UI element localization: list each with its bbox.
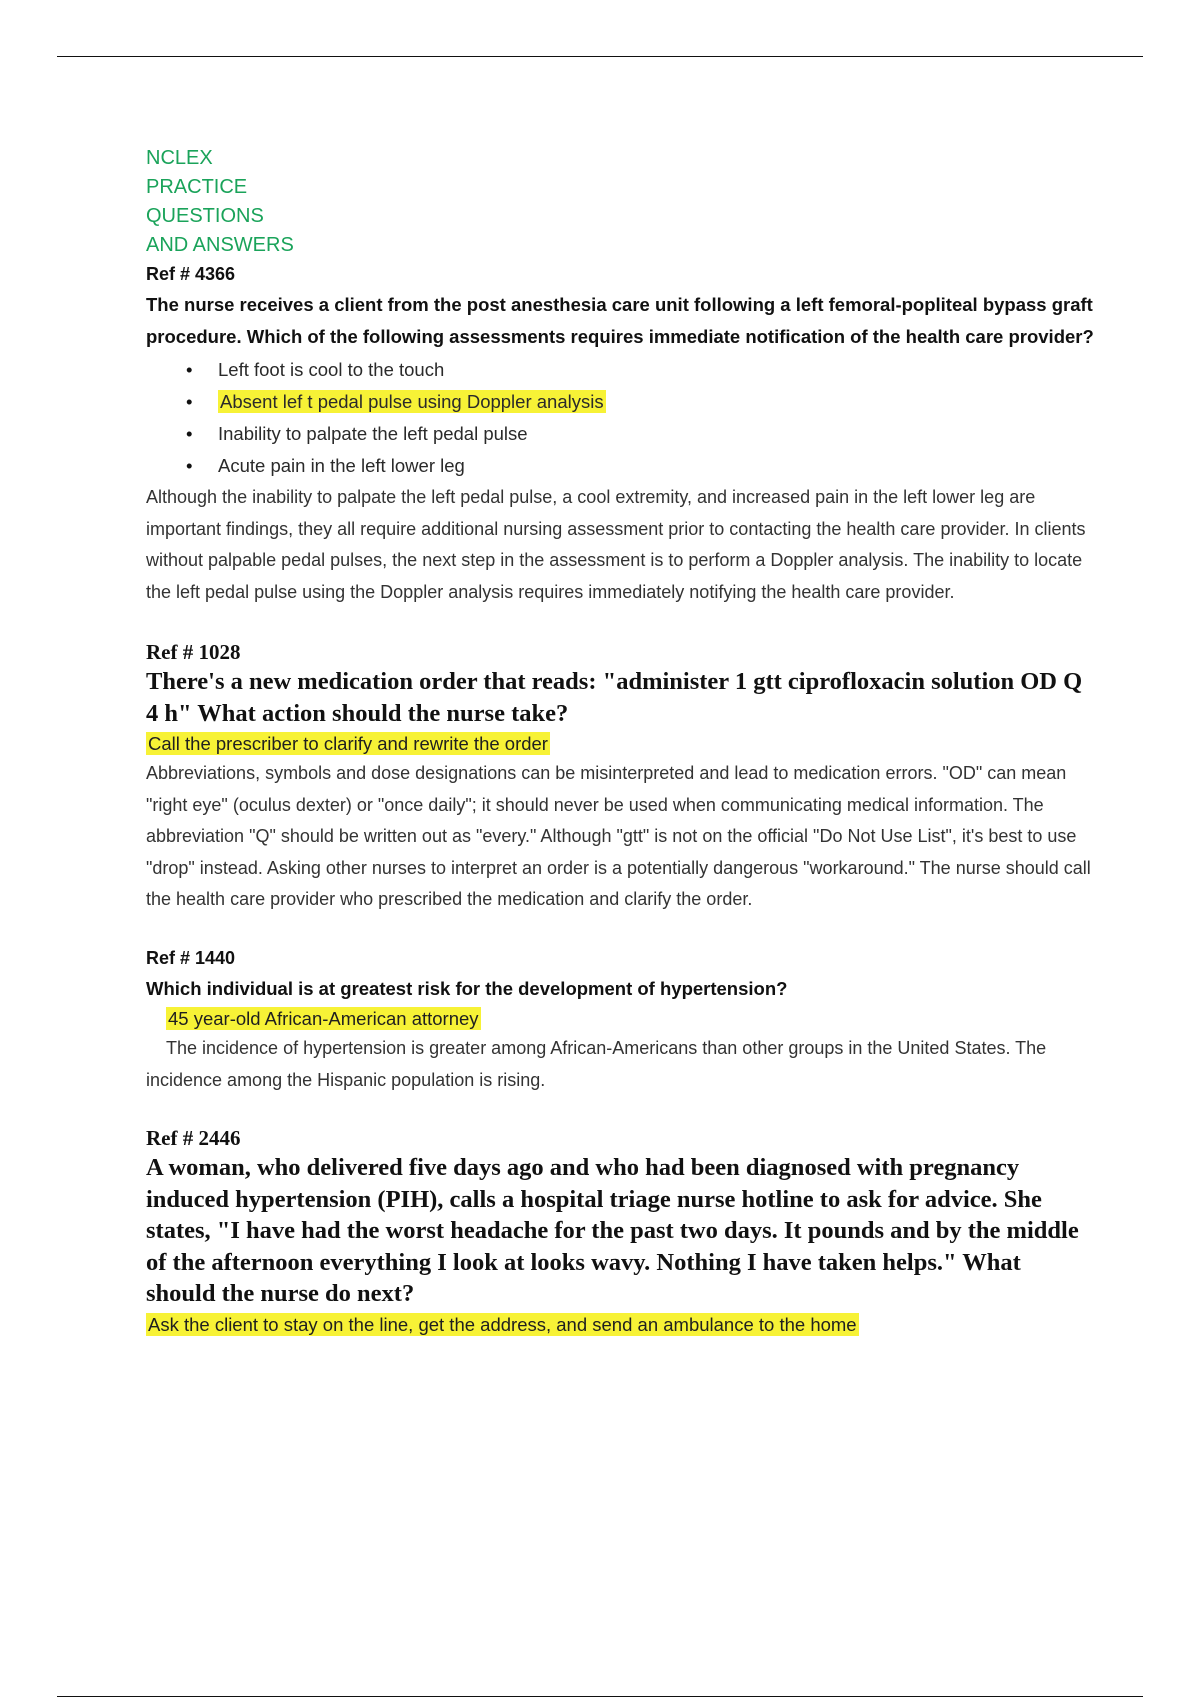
answer-explanation: Although the inability to palpate the left pedal pulse, a cool extremity, and increased pain in the left lower leg are important findings, they all require additional nursing assessment prior to contacting the health care provider. In clients without palpable pedal pulses, the next step in the assessment is to perform a Doppler analysis. The inability to locate the left pedal pulse using the Doppler analysis requires immediately notifying the health care provider.: [146, 487, 1086, 602]
option-text: Inability to palpate the left pedal pulse: [218, 423, 528, 444]
title-line: QUESTIONS: [146, 205, 264, 227]
answer-option: [186, 354, 1096, 386]
title-line: NCLEX: [146, 147, 213, 169]
question-text: A woman, who delivered five days ago and who had been diagnosed with pregnancy induced hypertension (PIH), calls a hospital triage nurse hotline to ask for advice. She states, "I have had the worst headache for the past two days. It pounds and by the middle of the afternoon everything I look at looks wavy. Nothing I have taken helps." What should the nurse do next?: [146, 1154, 1079, 1307]
answer-explanation: The incidence of hypertension is greater among African-Americans than other groups in the United States. The incidence among the Hispanic population is rising.: [146, 1038, 1047, 1090]
answer-option-correct: [186, 386, 1096, 418]
answer-options: [146, 354, 1096, 482]
answer-explanation: Abbreviations, symbols and dose designations can be misinterpreted and lead to medication errors. "OD" can mean "right eye" (oculus dexter) or "once daily"; it should never be used when communicating medical information. The abbreviation "Q" should be written out as "every." Although "gtt" is not on the official "Do Not Use List", it's best to use "drop" instead. Asking other nurses to interpret an order is a potentially dangerous "workaround." The nurse should call the health care provider who prescribed the medication and clarify the order.: [146, 763, 1091, 909]
spacer: [146, 1096, 1096, 1124]
question-ref: Ref # 4366: [146, 264, 236, 284]
question-ref: Ref # 1028: [146, 640, 241, 664]
spacer: [146, 608, 1096, 638]
correct-answer: [146, 1310, 1096, 1339]
answer-option: [186, 450, 1096, 482]
document-body: [146, 144, 1096, 1339]
question-block-1028: [146, 638, 1096, 916]
document-title: [146, 144, 1096, 260]
answer-highlight: Call the prescriber to clarify and rewrite the order: [148, 733, 548, 754]
spacer: [146, 916, 1096, 944]
bottom-rule: [57, 1696, 1143, 1697]
bullet-icon: •: [186, 455, 193, 476]
option-text-highlighted: Absent lef t pedal pulse using Doppler analysis: [220, 391, 604, 412]
top-rule: [57, 56, 1143, 57]
bullet-icon: •: [186, 391, 193, 412]
question-block-2446: [146, 1124, 1096, 1339]
option-text: Acute pain in the left lower leg: [218, 455, 465, 476]
question-text: Which individual is at greatest risk for the development of hypertension?: [146, 977, 788, 999]
option-text: Left foot is cool to the touch: [218, 359, 445, 380]
correct-answer: [146, 729, 1096, 758]
question-text: The nurse receives a client from the post anesthesia care unit following a left femoral-popliteal bypass graft procedure. Which of the following assessments requires immediate notification of the health care provider?: [146, 294, 1094, 347]
title-line: AND ANSWERS: [146, 234, 294, 256]
answer-highlight: Ask the client to stay on the line, get the address, and send an ambulance to the home: [148, 1313, 857, 1335]
question-block-1440: [146, 944, 1096, 1097]
question-text: There's a new medication order that reads: "administer 1 gtt ciprofloxacin solution OD Q 4 h" What action should the nurse take?: [146, 668, 1083, 727]
answer-highlight: 45 year-old African-American attorney: [168, 1008, 479, 1029]
correct-answer: [146, 1004, 1096, 1033]
title-line: PRACTICE: [146, 176, 248, 198]
question-ref: Ref # 2446: [146, 1126, 241, 1150]
question-ref: Ref # 1440: [146, 947, 236, 968]
answer-option: [186, 418, 1096, 450]
bullet-icon: •: [186, 423, 193, 444]
question-block-4366: [146, 260, 1096, 608]
bullet-icon: •: [186, 359, 193, 380]
